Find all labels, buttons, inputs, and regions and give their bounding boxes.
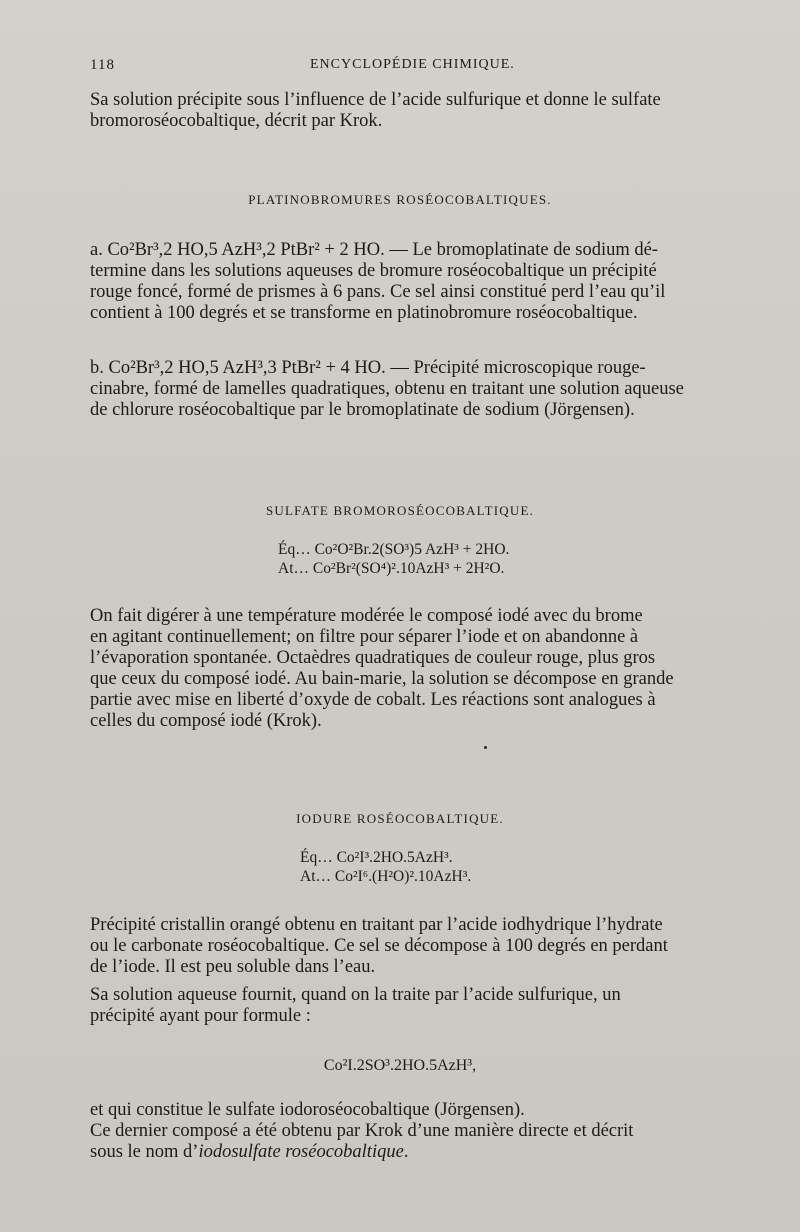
section-title-sulfate: SULFATE BROMOROSÉOCOBALTIQUE. xyxy=(265,503,535,518)
formula-centered: Co²I.2SO³.2HO.5AzH³, xyxy=(323,1057,477,1074)
formula-atomic: At… Co²Br²(SO⁴)².10AzH³ + 2H²O. xyxy=(278,560,505,577)
text-line: b. Co²Br³,2 HO,5 AzH³,3 PtBr² + 4 HO. — Précipité microscopique rouge- xyxy=(90,358,646,378)
intro-paragraph xyxy=(90,90,740,132)
text-line: Sa solution précipite sous l’influence de l’acide sulfurique et donne le sulfate xyxy=(90,90,661,110)
text-line: ou le carbonate roséocobaltique. Ce sel se décompose à 100 degrés en perdant xyxy=(90,936,668,956)
sulfate-paragraph xyxy=(90,606,740,732)
text-line: rouge foncé, formé de prismes à 6 pans. Ce sel ainsi constitué perd l’eau qu’il xyxy=(90,282,666,302)
formula-atomic: At… Co²I⁶.(H²O)².10AzH³. xyxy=(300,868,472,885)
paragraph-a xyxy=(90,240,740,324)
text-line: partie avec mise en liberté d’oxyde de cobalt. Les réactions sont analogues à xyxy=(90,690,656,710)
text-line: cinabre, formé de lamelles quadratiques, obtenu en traitant une solution aqueuse xyxy=(90,379,684,399)
page-header xyxy=(90,57,750,81)
formula-block-iodure xyxy=(300,848,471,886)
final-line-prefix: sous le nom d’ xyxy=(90,1142,199,1162)
section-title-iodure: IODURE ROSÉOCOBALTIQUE. xyxy=(296,811,504,826)
italic-term: iodosulfate roséocobaltique xyxy=(198,1142,404,1162)
section-title-platinobromures: PLATINOBROMURES ROSÉOCOBALTIQUES. xyxy=(248,192,552,207)
final-line-suffix: . xyxy=(403,1142,409,1162)
text-line: en agitant continuellement; on filtre pour séparer l’iode et on abandonne à xyxy=(90,627,639,647)
text-line: celles du composé iodé (Krok). xyxy=(90,711,322,731)
page-number: 118 xyxy=(90,57,115,73)
text-line: de l’iode. Il est peu soluble dans l’eau. xyxy=(90,957,376,977)
formula-equivalent: Éq… Co²O²Br.2(SO³)5 AzH³ + 2HO. xyxy=(278,541,510,558)
iodure-paragraph-2 xyxy=(90,985,740,1027)
text-line: contient à 100 degrés et se transforme en platinobromure roséocobaltique. xyxy=(90,303,638,323)
text-line: Ce dernier composé a été obtenu par Krok d’une manière directe et décrit xyxy=(90,1121,634,1141)
text-line: précipité ayant pour formule : xyxy=(90,1006,311,1026)
text-line: de chlorure roséocobaltique par le bromoplatinate de sodium (Jörgensen). xyxy=(90,400,635,420)
running-head: ENCYCLOPÉDIE CHIMIQUE. xyxy=(310,57,515,72)
iodure-paragraph-3 xyxy=(90,1100,740,1163)
text-line: bromoroséocobaltique, décrit par Krok. xyxy=(90,111,383,131)
text-line: a. Co²Br³,2 HO,5 AzH³,2 PtBr² + 2 HO. — Le bromoplatinate de sodium dé- xyxy=(90,240,659,260)
iodure-paragraph-1 xyxy=(90,915,740,978)
text-line: que ceux du composé iodé. Au bain-marie, la solution se décompose en grande xyxy=(90,669,674,689)
text-line: On fait digérer à une température modérée le composé iodé avec du brome xyxy=(90,606,643,626)
formula-equivalent: Éq… Co²I³.2HO.5AzH³. xyxy=(300,849,453,866)
formula-block-sulfate xyxy=(278,540,509,578)
text-line: Sa solution aqueuse fournit, quand on la traite par l’acide sulfurique, un xyxy=(90,985,621,1005)
text-line: et qui constitue le sulfate iodoroséocobaltique (Jörgensen). xyxy=(90,1100,525,1120)
text-line: Précipité cristallin orangé obtenu en traitant par l’acide iodhydrique l’hydrate xyxy=(90,915,663,935)
text-line: l’évaporation spontanée. Octaèdres quadratiques de couleur rouge, plus gros xyxy=(90,648,656,668)
paragraph-b xyxy=(90,358,740,421)
text-line-final xyxy=(90,1142,740,1163)
ink-speck xyxy=(484,746,487,749)
text-line: termine dans les solutions aqueuses de bromure roséocobaltique un précipité xyxy=(90,261,657,281)
